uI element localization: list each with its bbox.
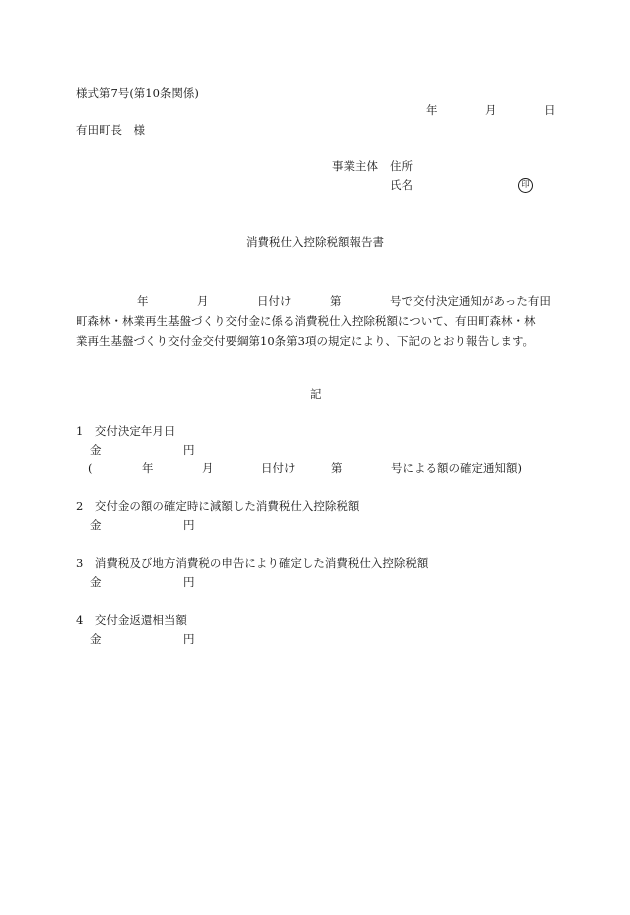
item-2-heading: 2 交付金の額の確定時に減額した消費税仕入控除税額 <box>76 499 360 513</box>
seal-mark: 印 <box>518 178 533 193</box>
item-1-note-year: 年 <box>142 461 154 475</box>
address-label: 住所 <box>390 159 413 173</box>
item-2-amount-prefix: 金 <box>90 518 102 532</box>
body-line-1 <box>76 291 562 311</box>
body-paragraph <box>76 291 562 351</box>
date-year: 年 <box>426 103 438 117</box>
name-label: 氏名 <box>390 178 413 192</box>
item-3-amount-unit: 円 <box>183 575 195 589</box>
item-1-note-number-prefix: 第 <box>331 461 343 475</box>
entity-label: 事業主体 <box>332 159 378 173</box>
item-3-amount-prefix: 金 <box>90 575 102 589</box>
item-1-note-dated: 日付け <box>261 461 296 475</box>
item-2-amount-unit: 円 <box>183 518 195 532</box>
item-1-heading: 1 交付決定年月日 <box>76 424 176 438</box>
body-line-3: 業再生基盤づくり交付金交付要綱第10条第3項の規定により、下記のとおり報告します。 <box>76 334 535 348</box>
addressee: 有田町長 様 <box>76 123 145 137</box>
item-3-heading: 3 消費税及び地方消費税の申告により確定した消費税仕入控除税額 <box>76 556 429 570</box>
item-1-amount-unit: 円 <box>183 443 195 457</box>
date-day: 日 <box>544 103 556 117</box>
body-number-prefix: 第 <box>330 294 342 308</box>
item-4-amount-unit: 円 <box>183 632 195 646</box>
item-1-note-rest: 号による額の確定通知額) <box>391 461 522 475</box>
body-year: 年 <box>137 294 149 308</box>
item-1-note-open: ( <box>88 461 93 475</box>
date-month: 月 <box>485 103 497 117</box>
ki-marker: 記 <box>310 387 322 401</box>
item-1-note-month: 月 <box>202 461 214 475</box>
item-1-amount-prefix: 金 <box>90 443 102 457</box>
document-title: 消費税仕入控除税額報告書 <box>246 235 384 249</box>
body-dated: 日付け <box>257 294 292 308</box>
body-line-1-rest: 号で交付決定通知があった有田 <box>390 294 551 308</box>
item-4-heading: 4 交付金返還相当額 <box>76 613 187 627</box>
body-month: 月 <box>197 294 209 308</box>
item-4-amount-prefix: 金 <box>90 632 102 646</box>
body-line-2: 町森林・林業再生基盤づくり交付金に係る消費税仕入控除税額について、有田町森林・林 <box>76 314 536 328</box>
form-number: 様式第7号(第10条関係) <box>76 86 199 100</box>
